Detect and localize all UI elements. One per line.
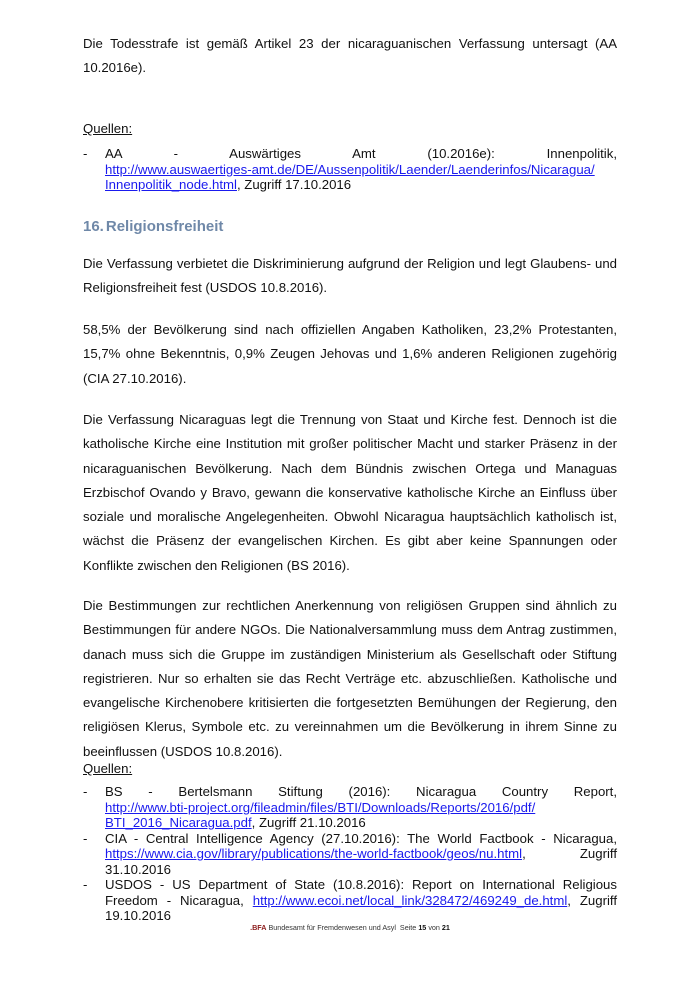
footer-page-current: 15 xyxy=(418,923,427,932)
sources-label-2: Quellen: xyxy=(83,761,133,776)
source-link-usdos[interactable]: http://www.ecoi.net/local_link/328472/469249_de.html xyxy=(252,892,568,908)
paragraph-recognition: Die Bestimmungen zur rechtlichen Anerkennung von religiösen Gruppen sind ähnlich zu Bestimmungen für andere NGOs. Die Nationalversammlung muss dem Antrag zustimmen, danach muss sich die Gruppe im zuständigen Ministerium als Gesellschaft oder Stiftung registrieren. Nur so erhalten sie das Recht Verträge etc. abzuschließen. Katholische und evangelische Kirchenobere kritisierten die fortgesetzten Bemühungen der Regierung, den religiösen Klerus, Symbole etc. zu vereinnahmen um die Bevölkerung in ihrem Sinne zu beeinflussen (USDOS 10.8.2016). xyxy=(83,598,617,759)
source-link-bs[interactable]: http://www.bti-project.org/fileadmin/files/BTI/Downloads/Reports/2016/pdf/ BTI_2016_Nicaragua.pdf xyxy=(105,799,536,830)
source-prefix: AA - Auswärtiges Amt (10.2016e): Innenpolitik, xyxy=(105,146,617,161)
source-access-date: , Zugriff 19.10.2016 xyxy=(105,892,617,923)
source-prefix: BS - Bertelsmann Stiftung (2016): Nicaragua Country Report, xyxy=(105,784,617,799)
section-title: Religionsfreiheit xyxy=(105,218,224,235)
section-heading xyxy=(83,218,223,236)
sources-list-prev xyxy=(83,146,617,193)
paragraph-statistics: 58,5% der Bevölkerung sind nach offiziellen Angaben Katholiken, 23,2% Protestanten, 15,7% ohne Bekenntnis, 0,9% Zeugen Jehovas und 1,6% anderen Religionen zugehörig (CIA 27.10.2016). xyxy=(83,322,617,386)
footer-page-label: Seite xyxy=(399,923,417,932)
sources-label: Quellen: xyxy=(83,121,133,136)
source-link-cia[interactable]: https://www.cia.gov/library/publications/the-world-factbook/geos/nu.html xyxy=(105,846,523,861)
footer-page-total: 21 xyxy=(441,923,450,932)
list-dash: - xyxy=(83,830,88,846)
source-item-cia xyxy=(83,831,617,878)
paragraph-constitution: Die Verfassung verbietet die Diskriminierung aufgrund der Religion und legt Glaubens- und Religionsfreiheit fest (USDOS 10.8.2016). xyxy=(83,256,617,296)
list-dash: - xyxy=(83,146,88,161)
footer-org: Bundesamt für Fremdenwesen und Asyl xyxy=(268,923,396,932)
footer-page-sep: von xyxy=(428,923,440,932)
list-dash: - xyxy=(83,877,88,892)
sources-list xyxy=(83,784,617,924)
source-prefix: CIA - Central Intelligence Agency (27.10.2016): The World Factbook - Nicaragua, xyxy=(105,830,617,846)
source-item-aa xyxy=(83,146,617,193)
paragraph-church-state: Die Verfassung Nicaraguas legt die Trennung von Staat und Kirche fest. Dennoch ist die katholische Kirche eine Institution mit großer politischer Macht und starker Präsenz in der nicaraguanischen Bevölkerung. Nach dem Bündnis zwischen Ortega und Managuas Erzbischof Ovando y Bravo, gewann die konservative katholische Kirche an Einfluss über soziale und moralische Angelegenheiten. Obwohl Nicaragua hauptsächlich katholisch ist, wächst die Präsenz der evangelischen Kirchen. Es gibt aber keine Spannungen oder Konflikte zwischen den Religionen (BS 2016). xyxy=(83,412,617,573)
source-access-date: , Zugriff 21.10.2016 xyxy=(251,815,366,830)
source-item-bs xyxy=(83,784,617,831)
page-footer xyxy=(0,923,700,932)
death-penalty-paragraph: Die Todesstrafe ist gemäß Artikel 23 der nicaraguanischen Verfassung untersagt (AA 10.2016e). xyxy=(83,36,617,76)
list-dash: - xyxy=(83,784,88,799)
source-access-date: , Zugriff 31.10.2016 xyxy=(105,846,617,877)
source-item-usdos xyxy=(83,877,617,924)
source-link-aa[interactable]: http://www.auswaertiges-amt.de/DE/Aussenpolitik/Laender/Laenderinfos/Nicaragua/ Innenpolitik_node.html xyxy=(105,161,595,192)
source-prefix: USDOS - US Department of State (10.8.2016): Report on International Religious Freedom - Nicaragua, xyxy=(105,877,617,908)
source-access-date: , Zugriff 17.10.2016 xyxy=(236,177,352,192)
bfa-logo: .BFA xyxy=(250,923,267,932)
section-number: 16. xyxy=(83,218,104,235)
